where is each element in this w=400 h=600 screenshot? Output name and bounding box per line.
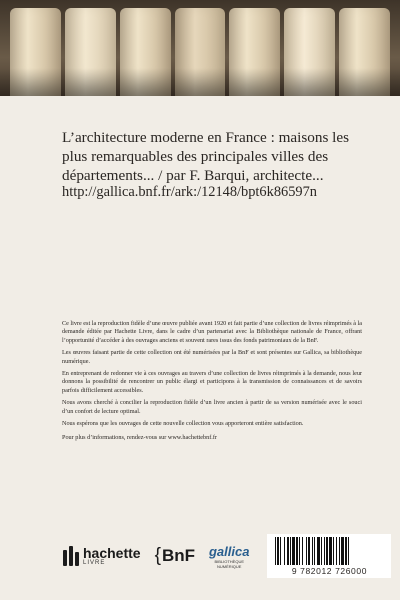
hachette-mark-icon xyxy=(62,546,80,566)
hachette-logo xyxy=(62,546,141,566)
bnf-bracket: { xyxy=(154,545,161,566)
bookshelf-image xyxy=(0,0,400,96)
paragraph: Nous avons cherché à concilier la reproduction fidèle d’un livre ancien à partir de sa version numérisée avec le souci d’un confort de lecture optimal. xyxy=(62,399,362,415)
paragraph: Nous espérons que les ouvrages de cette nouvelle collection vous apporteront entière satisfaction. xyxy=(62,420,304,428)
gallica-word: gallica xyxy=(208,543,250,559)
title-block xyxy=(62,128,372,185)
paragraph: Les œuvres faisant partie de cette collection ont été numérisées par la BnF et sont présentes sur Gallica, sa bibliothèque numérique. xyxy=(62,349,362,365)
more-info-line: Pour plus d’informations, rendez-vous sur www.hachettebnf.fr xyxy=(62,434,217,442)
isbn-barcode xyxy=(267,534,391,578)
hachette-sub: LIVRE xyxy=(83,560,106,566)
gallica-sub-2: NUMÉRIQUE xyxy=(216,563,242,569)
barcode-digits: 9 782012 726000 xyxy=(291,566,368,576)
gallica-logo xyxy=(209,544,249,569)
book-title: L’architecture moderne en France : maisons les plus remarquables des principales villes des départements... / par F. Barqui, architecte... xyxy=(62,129,350,184)
barcode-icon xyxy=(273,537,385,565)
hachette-brand: hachette xyxy=(83,545,141,561)
bnf-logo xyxy=(155,545,195,567)
paragraph: Ce livre est la reproduction fidèle d’une œuvre publiée avant 1920 et fait partie d’une collection de livres réimprimés à la demande éditée par Hachette Livre, dans le cadre d’un partenariat avec la Bibliothèque nationale de France, offrant l’opportunité d’accéder à des ouvrages anciens et souvent rares issus des fonds patrimoniaux de la BnF. xyxy=(62,320,362,344)
gallica-url: http://gallica.bnf.fr/ark:/12148/bpt6k86597n xyxy=(62,184,317,200)
paragraph: En entreprenant de redonner vie à ces ouvrages au travers d’une collection de livres réimprimés à la demande, nous leur donnons la possibilité de rencontrer un public élargi et participons à la transmission de connaissances et de savoirs parfois difficilement accessibles. xyxy=(62,370,362,394)
description-text xyxy=(62,320,362,447)
gallica-sub-1: BIBLIOTHÈQUE xyxy=(214,558,244,564)
publisher-logos xyxy=(62,536,392,576)
bnf-text: BnF xyxy=(161,546,195,565)
